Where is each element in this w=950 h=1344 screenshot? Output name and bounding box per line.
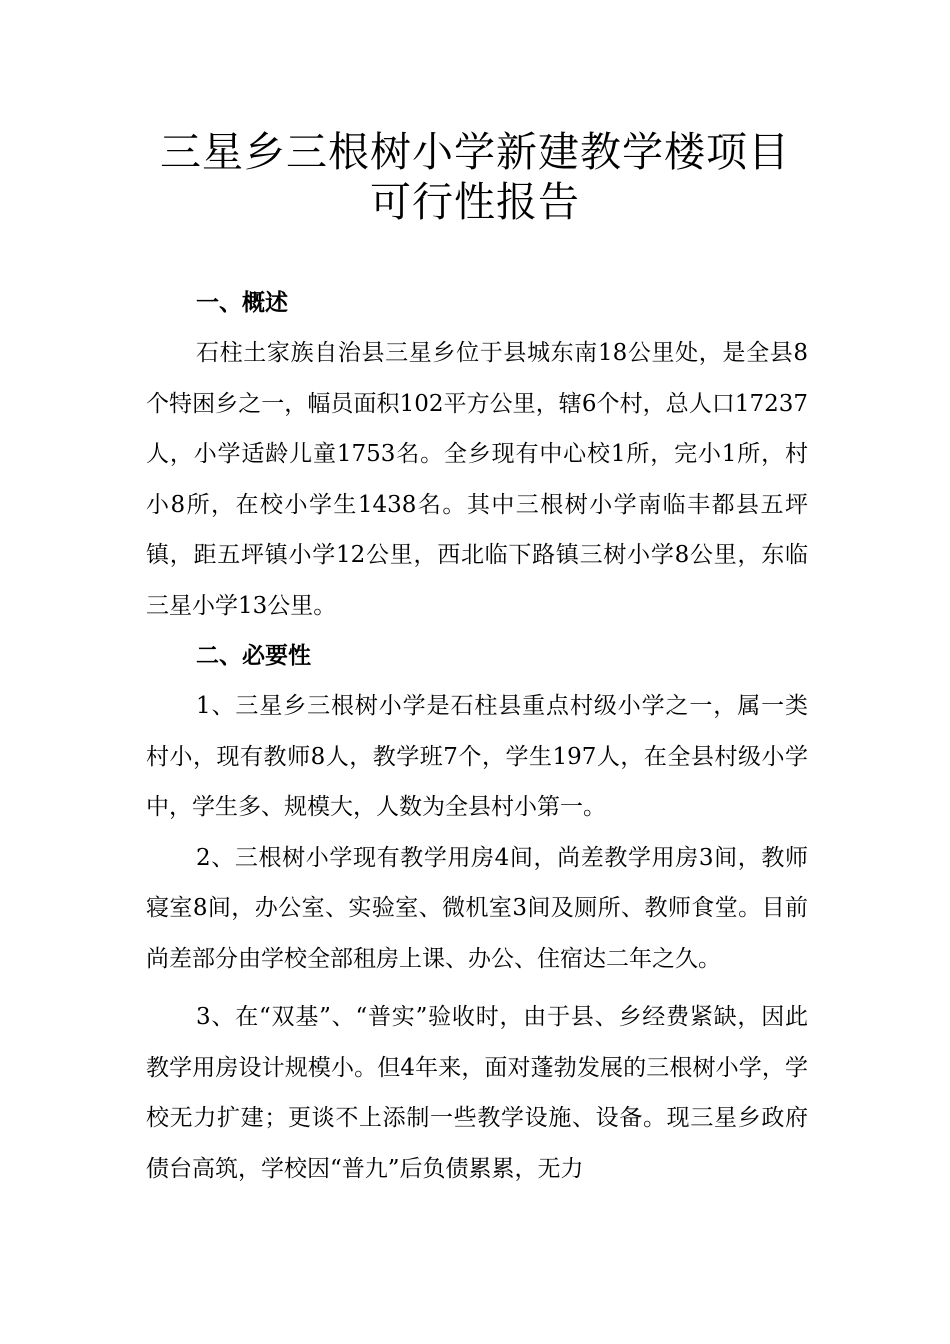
overview-paragraph: 石柱土家族自治县三星乡位于县城东南18公里处，是全县8个特困乡之一，幅员面积102平方公里，辖6个村，总人口17237人，小学适龄儿童1753名。全乡现有中心校1所，完小1所，村小8所，在校小学生1438名。其中三根树小学南临丰都县五坪镇，距五坪镇小学12公里，西北临下路镇三树小学8公里，东临三星小学13公里。 bbox=[146, 340, 808, 619]
section-heading-necessity: 二、必要性 bbox=[196, 643, 311, 669]
section-heading-overview: 一、概述 bbox=[196, 290, 288, 316]
document-body bbox=[146, 278, 808, 1194]
necessity-point-2: 2、三根树小学现有教学用房4间，尚差教学用房3间，教师寝室8间，办公室、实验室、微机室3间及厕所、教师食堂。目前尚差部分由学校全部租房上课、办公、住宿达二年之久。 bbox=[146, 844, 808, 972]
necessity-point-1: 1、三星乡三根树小学是石柱县重点村级小学之一，属一类村小，现有教师8人，教学班7个，学生197人，在全县村级小学中，学生多、规模大，人数为全县村小第一。 bbox=[146, 693, 808, 820]
necessity-point-3: 3、在“双基”、“普实”验收时，由于县、乡经费紧缺，因此教学用房设计规模小。但4年来，面对蓬勃发展的三根树小学，学校无力扩建；更谈不上添制一些教学设施、设备。现三星乡政府债台高筑，学校因“普九”后负债累累，无力 bbox=[146, 1004, 808, 1182]
document-title-line-2: 可行性报告 bbox=[370, 178, 580, 226]
document-title-line-1: 三星乡三根树小学新建教学楼项目 bbox=[160, 128, 790, 176]
